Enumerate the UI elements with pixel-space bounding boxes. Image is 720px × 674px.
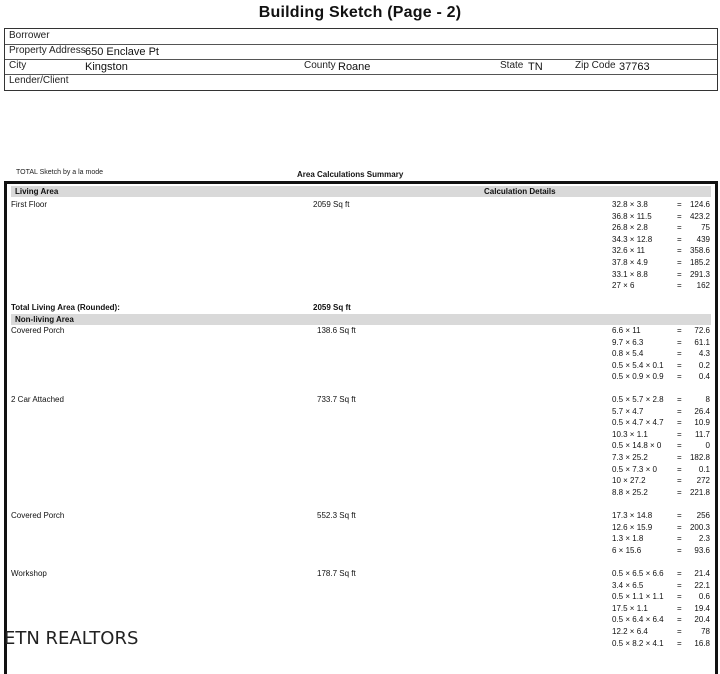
property-address-value: 650 Enclave Pt xyxy=(85,46,159,58)
calc-expression: 37.8 × 4.9 xyxy=(612,258,648,267)
property-address-label: Property Address xyxy=(9,45,86,56)
equals-sign: = xyxy=(677,534,682,544)
calc-expression: 32.8 × 3.8 xyxy=(612,200,648,209)
calc-result: 256 xyxy=(696,511,710,520)
city-label: City xyxy=(9,60,27,71)
equals-sign: = xyxy=(677,580,682,590)
area-name: 2 Car Attached xyxy=(11,395,64,404)
non-living-label: Non-living Area xyxy=(15,315,74,324)
calc-result: 8 xyxy=(705,395,710,404)
calc-result: 0 xyxy=(705,441,710,451)
zip-label: Zip Code xyxy=(575,60,616,71)
total-living-label: Total Living Area (Rounded): xyxy=(11,303,120,312)
equals-sign: = xyxy=(677,487,682,497)
calc-result: 358.6 xyxy=(689,246,710,256)
equals-sign: = xyxy=(677,211,682,221)
calc-expression: 7.3 × 25.2 xyxy=(612,453,648,462)
calc-expression: 10.3 × 1.1 xyxy=(612,429,648,439)
calc-result: 26.4 xyxy=(694,406,710,416)
calc-result: 11.7 xyxy=(695,429,710,439)
calc-expression: 36.8 × 11.5 xyxy=(612,211,652,221)
area-size: 733.7 Sq ft xyxy=(317,395,356,404)
equals-sign: = xyxy=(677,638,682,648)
lender-row xyxy=(5,74,717,89)
area-size: 2059 Sq ft xyxy=(313,200,350,209)
property-address-row xyxy=(5,44,717,60)
calc-result: 75 xyxy=(701,223,710,233)
calc-result: 10.9 xyxy=(694,418,710,428)
calc-expression: 9.7 × 6.3 xyxy=(612,337,644,347)
calc-expression: 0.5 × 1.1 × 1.1 xyxy=(612,592,664,602)
equals-sign: = xyxy=(677,337,682,347)
calc-result: 72.6 xyxy=(694,326,710,335)
calc-expression: 0.5 × 5.7 × 2.8 xyxy=(612,395,664,404)
calc-expression: 12.2 × 6.4 xyxy=(612,627,648,636)
state-label: State xyxy=(500,60,524,71)
calc-result: 19.4 xyxy=(694,603,710,613)
calc-result: 78 xyxy=(701,627,710,636)
calc-result: 16.8 xyxy=(694,638,710,648)
calc-result: 20.4 xyxy=(694,615,710,625)
calc-expression: 0.5 × 6.5 × 6.6 xyxy=(612,569,664,578)
calc-details-label: Calculation Details xyxy=(484,187,556,196)
state-value: TN xyxy=(528,61,543,73)
calc-expression: 0.8 × 5.4 xyxy=(612,349,644,359)
equals-sign: = xyxy=(677,464,682,474)
equals-sign: = xyxy=(677,372,682,382)
total-living-value: 2059 Sq ft xyxy=(313,303,351,312)
calc-result: 162 xyxy=(696,281,710,291)
subject-header-box xyxy=(4,28,718,91)
equals-sign: = xyxy=(677,349,682,359)
calc-expression: 0.5 × 5.4 × 0.1 xyxy=(612,360,664,370)
calc-expression: 17.5 × 1.1 xyxy=(612,603,648,613)
calc-expression: 8.8 × 25.2 xyxy=(612,487,648,497)
equals-sign: = xyxy=(677,234,682,244)
equals-sign: = xyxy=(677,269,682,279)
area-size: 138.6 Sq ft xyxy=(317,326,356,335)
equals-sign: = xyxy=(677,246,682,256)
equals-sign: = xyxy=(677,522,682,532)
calc-expression: 1.3 × 1.8 xyxy=(612,534,644,544)
page-title: Building Sketch (Page - 2) xyxy=(258,4,462,21)
lender-label: Lender/Client xyxy=(9,75,69,86)
calc-result: 93.6 xyxy=(694,545,710,555)
equals-sign: = xyxy=(677,406,682,416)
calc-result: 22.1 xyxy=(694,580,710,590)
county-value: Roane xyxy=(338,61,371,73)
calc-result: 200.3 xyxy=(689,522,710,532)
calc-result: 185.2 xyxy=(689,258,710,267)
software-caption: TOTAL Sketch by a la mode xyxy=(16,169,104,176)
calc-result: 0.6 xyxy=(698,592,710,602)
calc-result: 124.6 xyxy=(689,200,710,209)
area-size: 178.7 Sq ft xyxy=(317,569,356,578)
calc-expression: 17.3 × 14.8 xyxy=(612,511,653,520)
equals-sign: = xyxy=(677,441,682,451)
equals-sign: = xyxy=(677,281,682,291)
calc-expression: 12.6 × 15.9 xyxy=(612,522,653,532)
equals-sign: = xyxy=(677,603,682,613)
equals-sign: = xyxy=(677,615,682,625)
area-name: Covered Porch xyxy=(11,326,65,335)
calc-result: 0.4 xyxy=(698,372,710,382)
area-name: Covered Porch xyxy=(11,511,65,520)
calc-result: 291.3 xyxy=(689,269,710,279)
area-calculations-table xyxy=(4,181,718,674)
calc-expression: 6 × 15.6 xyxy=(612,545,642,555)
equals-sign: = xyxy=(677,200,682,209)
calc-expression: 0.5 × 0.9 × 0.9 xyxy=(612,372,664,382)
calc-result: 423.2 xyxy=(689,211,710,221)
equals-sign: = xyxy=(677,476,682,486)
calc-expression: 0.5 × 14.8 × 0 xyxy=(612,441,662,451)
calc-expression: 5.7 × 4.7 xyxy=(612,406,644,416)
zip-value: 37763 xyxy=(619,61,650,73)
calc-result: 2.3 xyxy=(698,534,710,544)
calc-expression: 34.3 × 12.8 xyxy=(612,234,653,244)
calc-expression: 33.1 × 8.8 xyxy=(612,269,648,279)
living-area-header xyxy=(11,186,711,197)
equals-sign: = xyxy=(677,511,682,520)
calc-expression: 27 × 6 xyxy=(612,281,635,291)
living-area-label: Living Area xyxy=(15,187,59,196)
city-value: Kingston xyxy=(85,61,128,73)
county-label: County xyxy=(304,60,336,71)
city-row xyxy=(5,59,717,75)
calc-result: 439 xyxy=(696,234,710,244)
summary-title: Area Calculations Summary xyxy=(297,170,404,179)
equals-sign: = xyxy=(677,545,682,555)
non-living-area-header xyxy=(11,314,711,325)
calc-expression: 26.8 × 2.8 xyxy=(612,223,648,233)
calc-result: 61.1 xyxy=(694,337,710,347)
calc-expression: 0.5 × 4.7 × 4.7 xyxy=(612,418,664,428)
calc-expression: 0.5 × 7.3 × 0 xyxy=(612,464,657,474)
calc-result: 221.8 xyxy=(689,487,710,497)
calc-expression: 10 × 27.2 xyxy=(612,476,646,486)
calc-result: 182.8 xyxy=(689,453,710,462)
borrower-label: Borrower xyxy=(9,30,50,41)
equals-sign: = xyxy=(677,429,682,439)
calc-result: 272 xyxy=(696,476,710,486)
calc-expression: 0.5 × 6.4 × 6.4 xyxy=(612,615,664,625)
borrower-row xyxy=(5,29,717,45)
equals-sign: = xyxy=(677,326,682,335)
equals-sign: = xyxy=(677,627,682,636)
equals-sign: = xyxy=(677,569,682,578)
equals-sign: = xyxy=(677,360,682,370)
area-name: Workshop xyxy=(11,569,47,578)
equals-sign: = xyxy=(677,223,682,233)
calc-expression: 3.4 × 6.5 xyxy=(612,580,644,590)
calc-result: 4.3 xyxy=(698,349,710,359)
calc-result: 0.2 xyxy=(698,360,710,370)
equals-sign: = xyxy=(677,258,682,267)
equals-sign: = xyxy=(677,592,682,602)
area-name: First Floor xyxy=(11,200,47,209)
calc-result: 21.4 xyxy=(694,569,710,578)
calc-expression: 6.6 × 11 xyxy=(612,326,641,335)
calc-result: 0.1 xyxy=(698,464,710,474)
equals-sign: = xyxy=(677,453,682,462)
calc-expression: 32.6 × 11 xyxy=(612,246,645,256)
brokerage-watermark: ETN REALTORS xyxy=(4,628,139,649)
equals-sign: = xyxy=(677,395,682,404)
equals-sign: = xyxy=(677,418,682,428)
area-size: 552.3 Sq ft xyxy=(317,511,356,520)
calc-expression: 0.5 × 8.2 × 4.1 xyxy=(612,638,664,648)
